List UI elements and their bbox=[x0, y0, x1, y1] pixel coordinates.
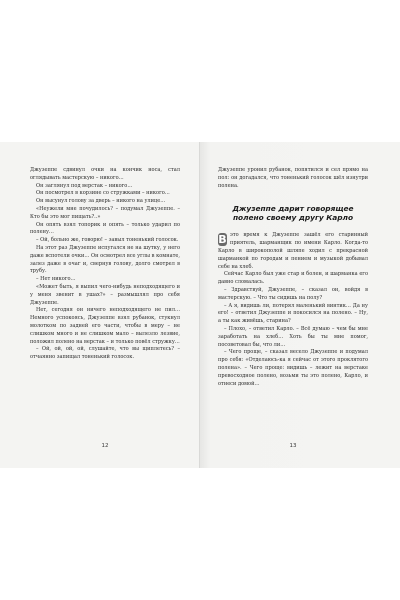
paragraph: – Нет никого… bbox=[36, 276, 76, 283]
book-gutter bbox=[199, 142, 201, 468]
paragraph: «Неужели мне почудилось? – подумал Джузеппе. – Кто бы это мог пищать?..» bbox=[30, 205, 180, 220]
paragraph: Он заглянул под верстак – никого… bbox=[36, 182, 133, 189]
paragraph: – Плохо, – ответил Карло. – Всё думаю – чем бы мне заработать на хлеб… Хоть бы ты мне помог, посоветовал бы, что ли… bbox=[218, 325, 368, 348]
paragraph: – Ой, ой, ой, ой, слушайте, что вы щиплетесь? – отчаянно запищал тоненький голосок. bbox=[30, 346, 180, 361]
paragraph: Нет, сегодня он ничего неподходящего не пил… Немного успокоясь, Джузеппе взял рубанок, стукнул молотком по задней его части, чтобы в меру – не слишком много и не слишком мало – вылезло лезвие, положил полено на верстак – и только повёл стружку… bbox=[30, 307, 180, 345]
paragraph: На этот раз Джузеппе испугался не на шутку, у него даже вспотели очки… Он осмотрел все углы в комнате, залез даже в очаг и, свернув голову, долго смотрел в трубу. bbox=[30, 244, 180, 275]
paragraph: Он высунул голову за дверь – никого на улице… bbox=[36, 198, 166, 205]
right-page-text bbox=[218, 167, 368, 388]
paragraph: Джузеппе сдвинул очки на кончик носа, стал оглядывать мастерскую – никого… bbox=[30, 167, 180, 181]
left-page bbox=[30, 167, 180, 447]
drop-cap: В bbox=[218, 233, 227, 247]
paragraph: – Ой, больно же, говорю! – завыл тоненький голосок. bbox=[36, 237, 179, 244]
book-spread bbox=[0, 142, 400, 468]
page-number: 13 bbox=[289, 443, 297, 449]
paragraph: – А я, видишь ли, потерял маленький винтик… Да ну его! – ответил Джузеппе и покосился на полено. – Ну, а ты как живёшь, старина? bbox=[218, 302, 368, 325]
page-number: 12 bbox=[101, 443, 109, 449]
paragraph: это время к Джузеппе зашёл его старинный приятель, шарманщик по имени Карло. Когда-то Карло в широкополой шляпе ходил с прекрасной шарманкой по городам и пением и музыкой добывал себе на хлеб. bbox=[218, 232, 368, 270]
paragraph: – Чего проще, – сказал весело Джузеппе и подумал про себя: «Отделаюсь-ка я сейчас от этого проклятого полена». – Чего проще: видишь – лежит на верстаке превосходное полено, возьми ты это полено, Карло, и отнеси домой… bbox=[218, 349, 368, 387]
paragraph: Он опять взял топорик и опять – только ударил по полену… bbox=[30, 221, 180, 236]
paragraph: «Может быть, я выпил чего-нибудь неподходящего и у меня звенит в ушах?» – размышлял про себя Джузеппе. bbox=[30, 283, 180, 306]
paragraph: Он посмотрел в корзине со стружками – никого… bbox=[36, 190, 170, 197]
paragraph: Сейчас Карло был уже стар и болен, и шарманка его давно сломалась. bbox=[218, 271, 368, 286]
left-page-text bbox=[30, 167, 180, 362]
paragraph: – Здравствуй, Джузеппе, – сказал он, войдя в мастерскую. – Что ты сидишь на полу? bbox=[218, 286, 368, 301]
chapter-title: Джузеппе дарит говорящее полено своему другу Карло bbox=[232, 204, 354, 223]
paragraph: Джузеппе уронил рубанок, попятился и сел прямо на пол: он догадался, что тоненький голосок шёл изнутри полена. bbox=[218, 167, 368, 189]
chapter-opening bbox=[218, 232, 368, 271]
right-page bbox=[218, 167, 368, 447]
